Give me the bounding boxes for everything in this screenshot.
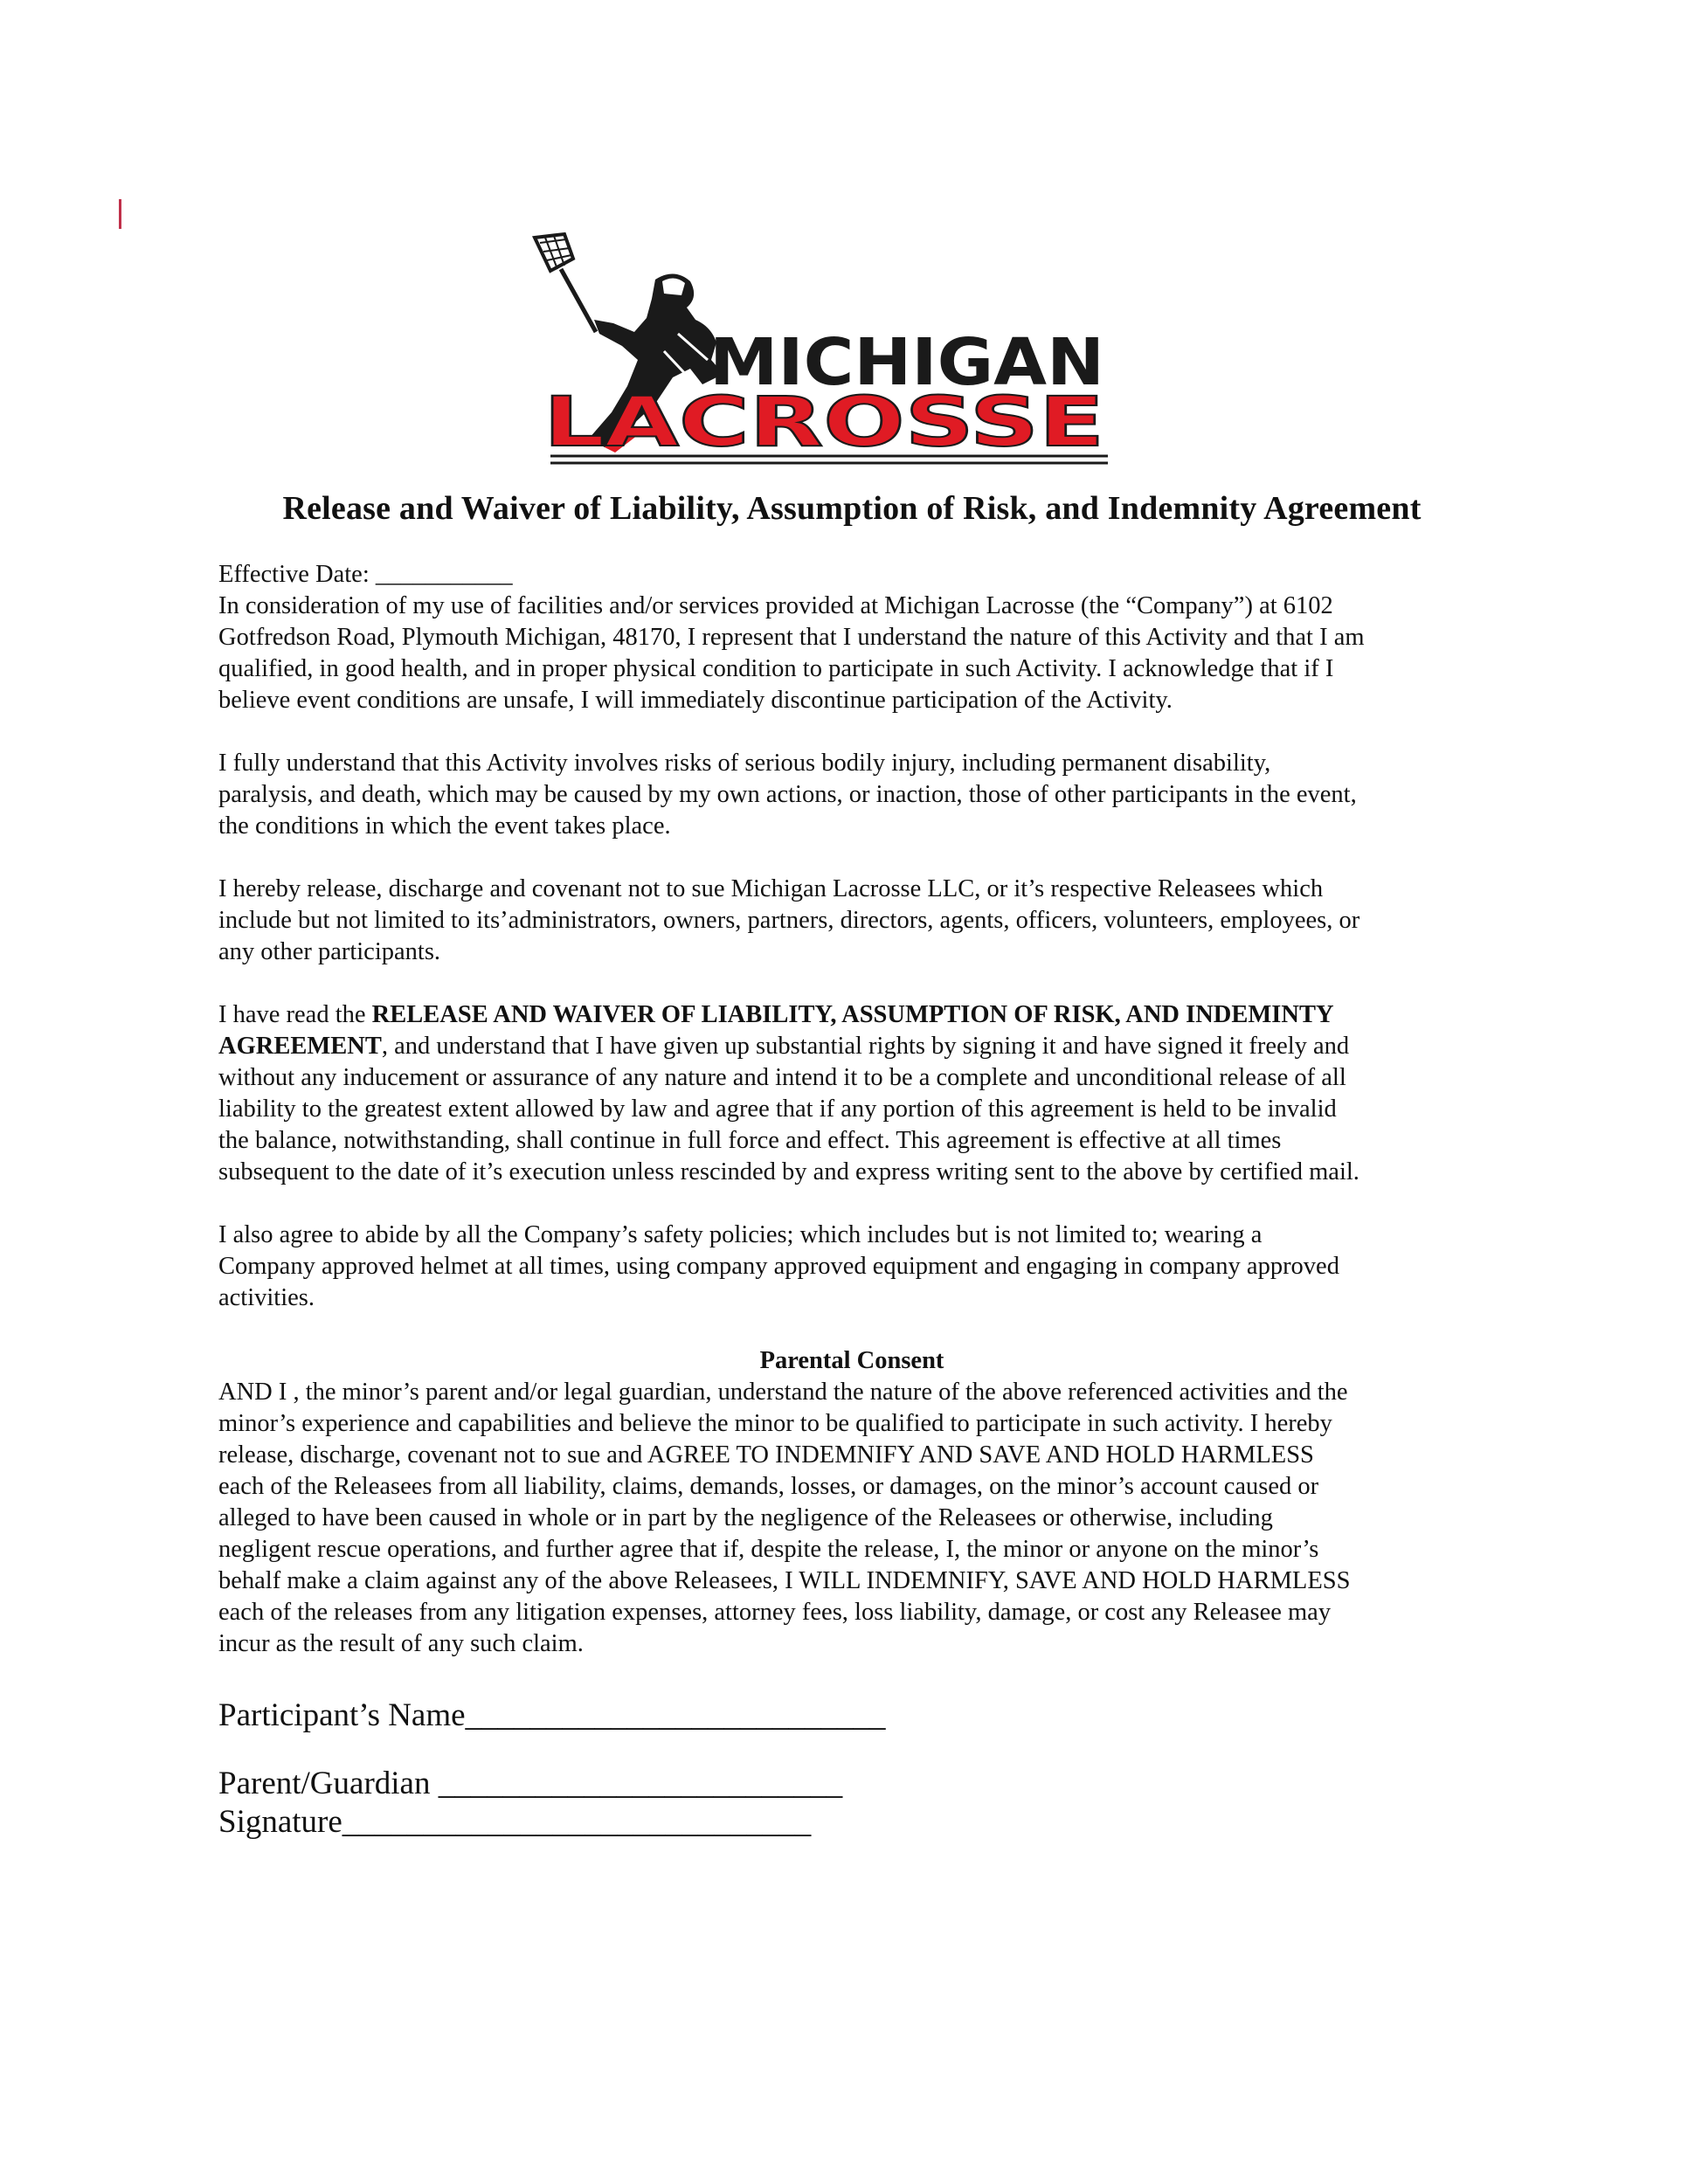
text-line: I hereby release, discharge and covenant not to sue Michigan Lacrosse LLC, or it’s respective Releasees which <box>218 875 1324 902</box>
text-line: include but not limited to its’administrators, owners, partners, directors, agents, officers, volunteers, employees, or <box>218 907 1360 934</box>
text-line: activities. <box>218 1284 315 1311</box>
text-line: subsequent to the date of it’s execution unless rescinded by and express writing sent to the above by certified mail. <box>218 1158 1359 1185</box>
signature-field[interactable]: Signature_____________________________ <box>218 1804 812 1840</box>
text-line: paralysis, and death, which may be caused by my own actions, or inaction, those of other participants in the event, <box>218 781 1357 808</box>
text-line: negligent rescue operations, and further agree that if, despite the release, I, the minor or anyone on the minor’s <box>218 1536 1319 1563</box>
text-line: any other participants. <box>218 938 441 965</box>
participant-name-field[interactable]: Participant’s Name__________________________ <box>218 1697 886 1733</box>
text-line: minor’s experience and capabilities and believe the minor to be qualified to participate in such activity. I hereby <box>218 1410 1332 1437</box>
text-line: each of the Releasees from all liability, claims, demands, losses, or damages, on the minor’s account caused or <box>218 1473 1319 1500</box>
text-line: behalf make a claim against any of the above Releasees, I WILL INDEMNIFY, SAVE AND HOLD HARMLESS <box>218 1567 1351 1594</box>
text-line: the balance, notwithstanding, shall continue in full force and effect. This agreement is effective at all times <box>218 1127 1282 1154</box>
logo-text-lacrosse: LACROSSE <box>543 384 1104 462</box>
text-line: In consideration of my use of facilities and/or services provided at Michigan Lacrosse (the “Company”) at 6102 <box>218 592 1333 619</box>
text-run: I have read the <box>218 1001 372 1028</box>
michigan-lacrosse-logo <box>524 229 1118 472</box>
text-line: qualified, in good health, and in proper physical condition to participate in such Activity. I acknowledge that if I <box>218 655 1334 682</box>
text-line: Company approved helmet at all times, using company approved equipment and engaging in company approved <box>218 1253 1339 1280</box>
text-line: Gotfredson Road, Plymouth Michigan, 48170, I represent that I understand the nature of this Activity and that I am <box>218 624 1365 651</box>
parental-consent-heading: Parental Consent <box>759 1347 944 1374</box>
text-line: alleged to have been caused in whole or in part by the negligence of the Releasees or otherwise, including <box>218 1504 1273 1531</box>
text-line <box>218 1031 1485 1062</box>
effective-date <box>218 559 1485 591</box>
text-line: each of the releases from any litigation expenses, attorney fees, loss liability, damage, or cost any Releasee may <box>218 1599 1332 1626</box>
bold-text-run: AGREEMENT <box>218 1033 382 1060</box>
paragraph-safety-policies <box>218 1220 1485 1314</box>
text-line: without any inducement or assurance of any nature and intend it to be a complete and unconditional release of all <box>218 1064 1346 1091</box>
text-line: incur as the result of any such claim. <box>218 1630 584 1657</box>
text-line: the conditions in which the event takes place. <box>218 812 671 840</box>
bold-text-run: RELEASE AND WAIVER OF LIABILITY, ASSUMPTION OF RISK, AND INDEMINTY <box>371 1001 1334 1028</box>
paragraph-parental-consent <box>218 1377 1485 1660</box>
text-line: liability to the greatest extent allowed by law and agree that if any portion of this agreement is held to be invalid <box>218 1095 1337 1123</box>
parent-guardian-field[interactable]: Parent/Guardian _________________________ <box>218 1766 843 1801</box>
text-line: believe event conditions are unsafe, I will immediately discontinue participation of the Activity. <box>218 687 1173 714</box>
paragraph-release <box>218 874 1485 968</box>
logo-text-michigan: MICHIGAN <box>709 325 1104 400</box>
text-run: , and understand that I have given up substantial rights by signing it and have signed it freely and <box>381 1033 1350 1060</box>
paragraph-risks <box>218 748 1485 842</box>
effective-date-line: Effective Date: ___________ <box>218 561 513 588</box>
text-cursor-mark <box>119 199 121 229</box>
text-line: release, discharge, covenant not to sue and AGREE TO INDEMNIFY AND SAVE AND HOLD HARMLESS <box>218 1441 1314 1469</box>
paragraph-consideration <box>218 591 1485 716</box>
text-line: I fully understand that this Activity involves risks of serious bodily injury, including permanent disability, <box>218 750 1271 777</box>
waiver-body <box>218 489 1485 1842</box>
text-line <box>218 999 1485 1031</box>
document-title: Release and Waiver of Liability, Assumption of Risk, and Indemnity Agreement <box>282 490 1422 527</box>
paragraph-acknowledgement <box>218 999 1485 1188</box>
text-line: AND I , the minor’s parent and/or legal guardian, understand the nature of the above referenced activities and the <box>218 1379 1348 1406</box>
text-line: I also agree to abide by all the Company’s safety policies; which includes but is not limited to; wearing a <box>218 1221 1263 1248</box>
